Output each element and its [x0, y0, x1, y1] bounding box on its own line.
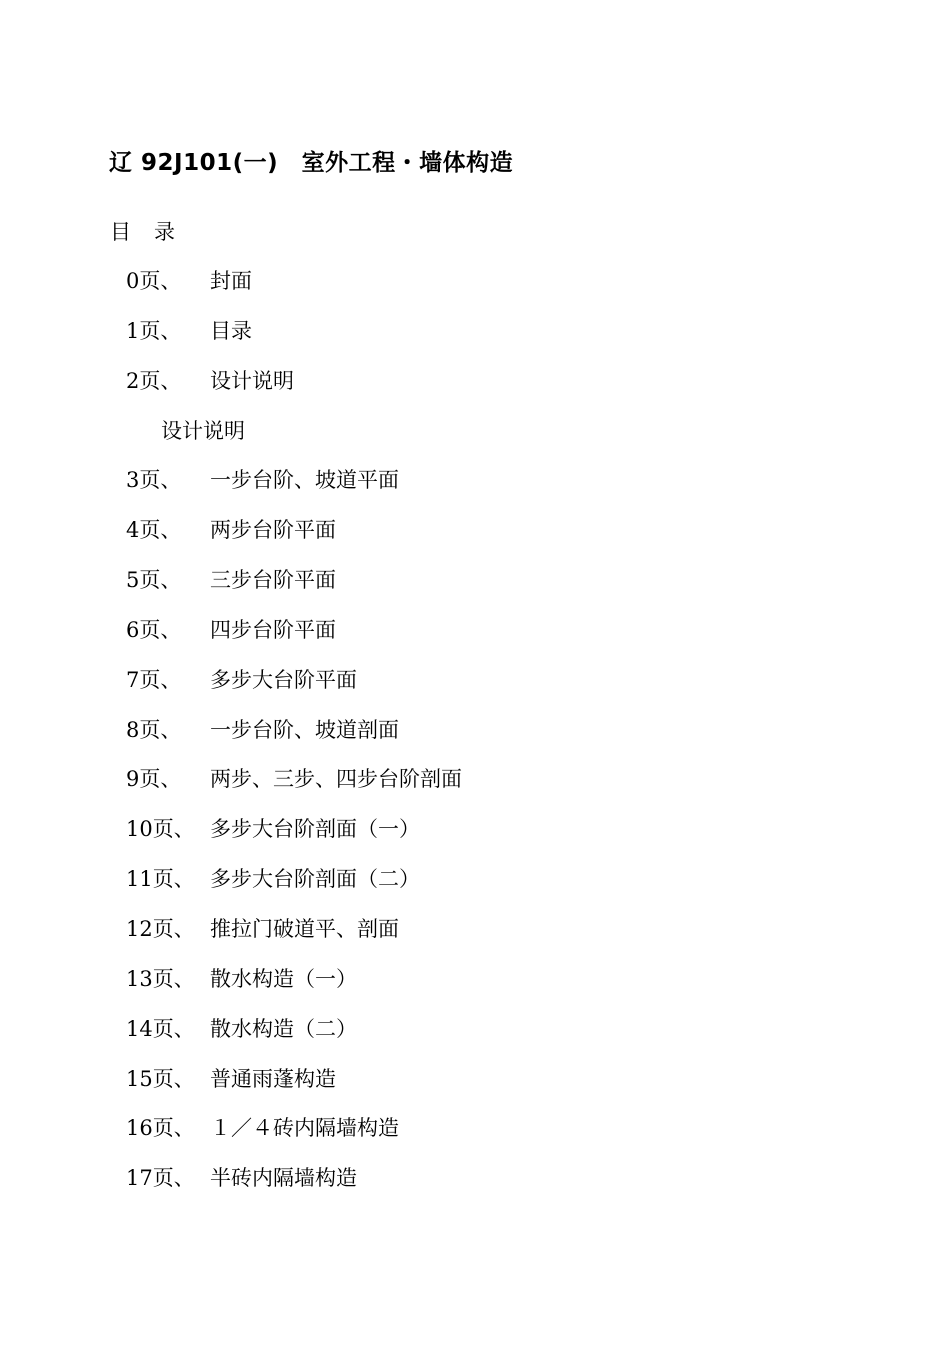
toc-entry-page: 0页、 [126, 269, 182, 293]
toc-entry [0, 813, 950, 863]
toc-entry-page: 15页、 [126, 1066, 195, 1091]
toc-entry-page: 11页、 [126, 867, 195, 892]
toc-entry-text: 一步台阶、坡道剖面 [210, 717, 399, 742]
toc-entry-page: 1页、 [126, 318, 182, 343]
toc-entry-page: 4页、 [126, 518, 182, 543]
toc-entry-text: 普通雨蓬构造 [210, 1066, 336, 1091]
toc-entry [0, 1013, 950, 1063]
toc-entry-text: 两步台阶平面 [210, 518, 336, 543]
toc-entry-text: 多步大台阶剖面（一） [210, 817, 420, 842]
toc-entry [0, 514, 950, 564]
toc-entry-page: 2页、 [126, 368, 182, 393]
toc-entry-page: 10页、 [126, 817, 195, 842]
toc-entry-text: 多步大台阶平面 [210, 667, 357, 692]
toc-entry [0, 963, 950, 1013]
toc-entry-text: 散水构造（一） [210, 966, 357, 991]
toc-entry [0, 315, 950, 365]
toc-entry [0, 464, 950, 514]
toc-entry-text: 多步大台阶剖面（二） [210, 867, 420, 892]
toc-entry-page: 3页、 [126, 468, 182, 493]
toc-entry-page: 16页、 [126, 1116, 195, 1141]
toc-entry [0, 863, 950, 913]
toc-entry [0, 1063, 950, 1113]
toc-entry-page: 13页、 [126, 966, 195, 991]
toc-entry-text: 两步、三步、四步台阶剖面 [210, 767, 462, 792]
toc-list [0, 265, 950, 1212]
toc-entry [0, 714, 950, 764]
toc-entry-text: 三步台阶平面 [210, 568, 336, 593]
toc-heading: 目 录 [110, 220, 176, 244]
toc-entry [0, 763, 950, 813]
document-title: 辽 92J101(一) 室外工程・墙体构造 [109, 150, 514, 176]
toc-entry-page: 6页、 [126, 617, 182, 642]
toc-entry-text: 设计说明 [210, 368, 294, 393]
toc-entry [0, 614, 950, 664]
toc-entry-text: 封面 [210, 269, 252, 293]
toc-entry-text: １／４砖内隔墙构造 [210, 1116, 399, 1141]
toc-entry [0, 365, 950, 415]
toc-entry [0, 1112, 950, 1162]
toc-entry [0, 913, 950, 963]
toc-entry-text: 设计说明 [161, 418, 245, 443]
toc-entry-page: 5页、 [126, 568, 182, 593]
toc-entry-text: 四步台阶平面 [210, 617, 336, 642]
toc-entry-page: 14页、 [126, 1016, 195, 1041]
toc-entry-page: 8页、 [126, 717, 182, 742]
toc-entry-text: 推拉门破道平、剖面 [210, 916, 399, 941]
toc-entry [0, 1162, 950, 1212]
toc-entry [0, 415, 950, 465]
toc-entry-page: 12页、 [126, 916, 195, 941]
toc-entry [0, 265, 950, 315]
toc-entry-text: 散水构造（二） [210, 1016, 357, 1041]
toc-entry-page: 17页、 [126, 1166, 195, 1191]
toc-entry-text: 一步台阶、坡道平面 [210, 468, 399, 493]
toc-entry [0, 564, 950, 614]
toc-entry-page: 9页、 [126, 767, 182, 792]
toc-entry-text: 半砖内隔墙构造 [210, 1166, 357, 1191]
toc-entry-text: 目录 [210, 318, 252, 343]
toc-entry [0, 664, 950, 714]
toc-entry-page: 7页、 [126, 667, 182, 692]
